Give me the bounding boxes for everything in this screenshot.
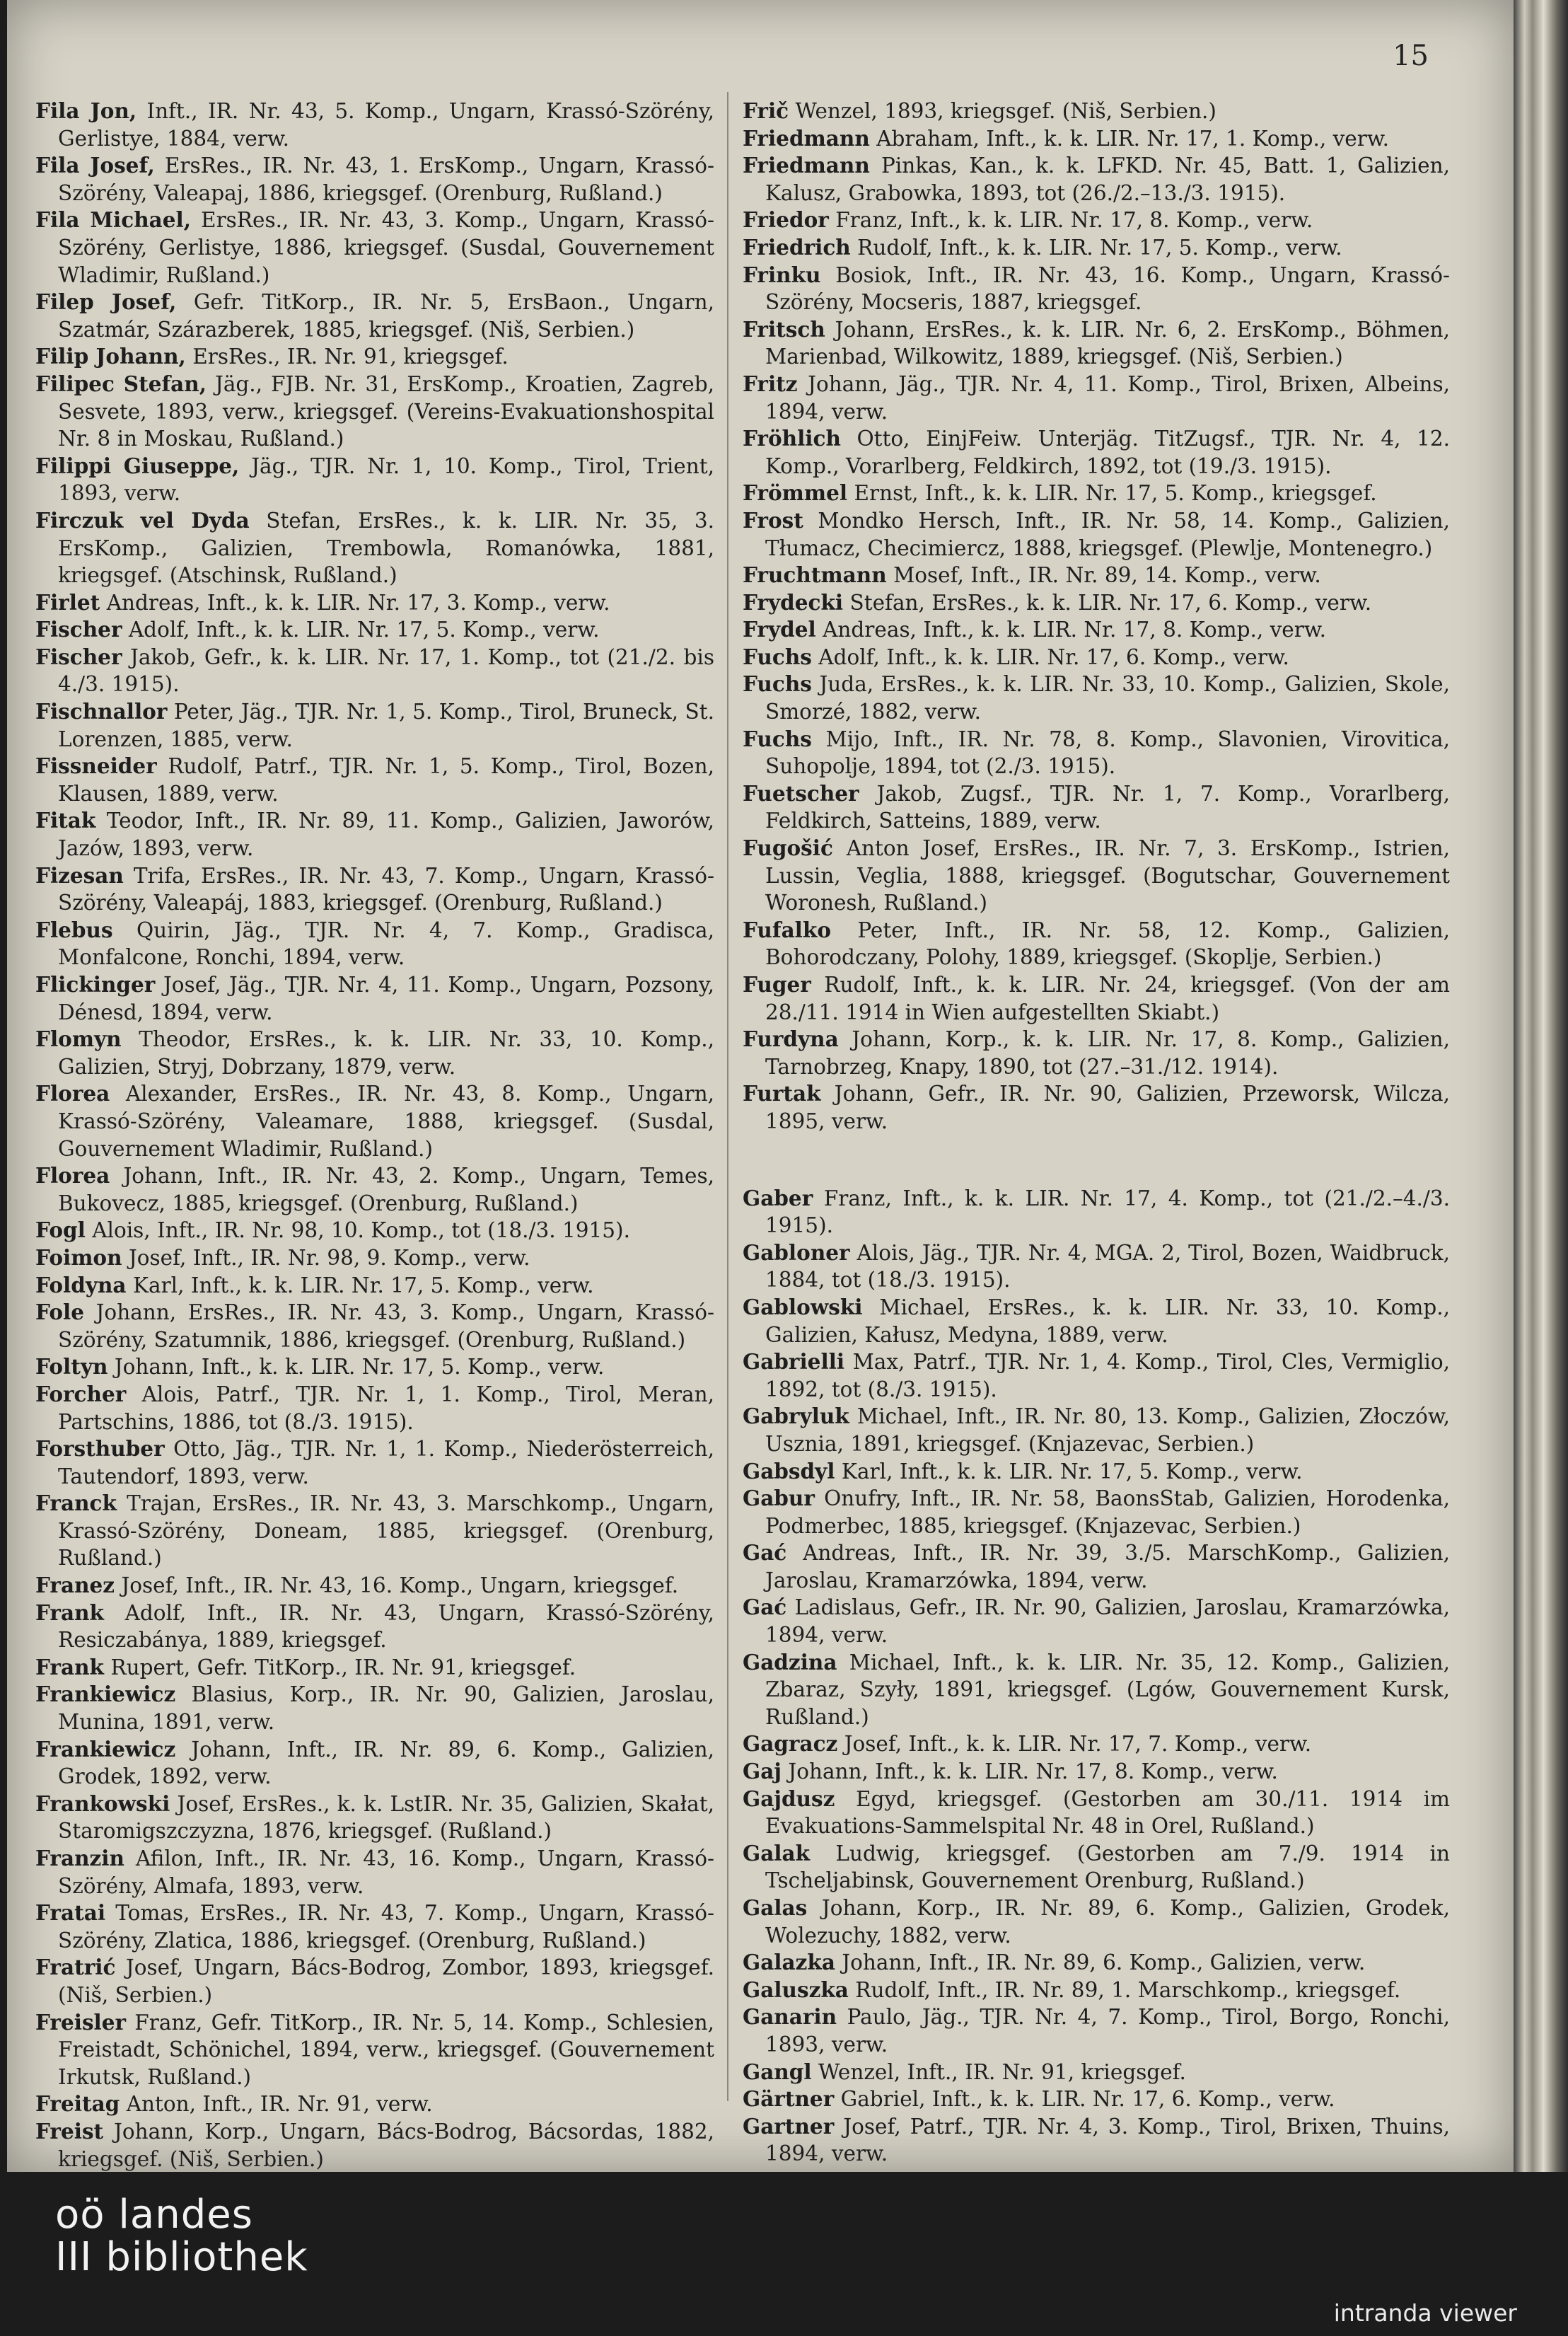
entry-details: Egyd, kriegsgef. (Gestorben am 30./11. 1914 im Evakuations-Sammelspital Nr. 48 in Orel, Rußland.) (765, 1786, 1450, 1839)
entry-surname: Galuszka (743, 1977, 849, 2002)
entry-surname: Friedrich (743, 234, 851, 260)
entry-surname: Gabryluk (743, 1404, 849, 1429)
list-entry (743, 316, 1450, 371)
list-entry (35, 1272, 714, 1300)
list-entry (743, 562, 1450, 589)
entry-details: ErsRes., IR. Nr. 43, 3. Komp., Ungarn, Krassó-Szörény, Gerlistye, 1886, kriegsgef. (Susdal, Gouvernement Wladimir, Rußland.) (58, 208, 714, 287)
list-entry (743, 1080, 1450, 1135)
entry-surname: Galak (743, 1840, 811, 1866)
entry-surname: Frydecki (743, 589, 844, 615)
entry-details: Gefr. TitKorp., IR. Nr. 5, ErsBaon., Ungarn, Szatmár, Szárazberek, 1885, kriegsgef. (Niš, Serbien.) (58, 290, 714, 342)
entry-details: Johann, Inft., k. k. LIR. Nr. 17, 5. Komp., verw. (114, 1355, 605, 1380)
entry-details: Stefan, ErsRes., k. k. LIR. Nr. 17, 6. Komp., verw. (849, 590, 1372, 615)
entry-surname: Furtak (743, 1081, 821, 1106)
entry-details: Mijo, Inft., IR. Nr. 78, 8. Komp., Slavonien, Virovitica, Suhopolje, 1894, tot (2./3. 1915). (765, 727, 1450, 779)
list-entry (743, 589, 1450, 617)
entry-surname: Gaber (743, 1185, 813, 1210)
entry-surname: Franez (35, 1573, 115, 1598)
entry-surname: Fratrić (35, 1955, 116, 1980)
list-entry (35, 807, 714, 862)
entry-details: Rudolf, Inft., IR. Nr. 89, 1. Marschkomp., kriegsgef. (855, 1977, 1401, 2002)
entry-details: Trifa, ErsRes., IR. Nr. 43, 7. Komp., Ungarn, Krassó-Szörény, Valeapáj, 1883, kriegsgef. (Orenburg, Rußland.) (58, 863, 714, 915)
library-logo-line1: oö landes (55, 2192, 253, 2238)
entry-details: Andreas, Inft., IR. Nr. 39, 3./5. MarschKomp., Galizien, Jaroslau, Kramarzówka, 1894, verw. (765, 1541, 1450, 1592)
list-entry (35, 453, 714, 507)
entry-details: Karl, Inft., k. k. LIR. Nr. 17, 5. Komp., verw. (841, 1459, 1303, 1484)
entry-surname: Fratai (35, 1900, 106, 1926)
entry-details: Johann, Inft., k. k. LIR. Nr. 17, 8. Komp., verw. (788, 1759, 1278, 1784)
entry-details: Karl, Inft., k. k. LIR. Nr. 17, 5. Komp., verw. (132, 1273, 594, 1297)
entry-details: Rupert, Gefr. TitKorp., IR. Nr. 91, kriegsgef. (110, 1655, 576, 1679)
entry-details: Otto, EinjFeiw. Unterjäg. TitZugsf., TJR. Nr. 4, 12. Komp., Vorarlberg, Feldkirch, 1892, tot (19./3. 1915). (765, 427, 1450, 478)
entry-details: Josef, Inft., IR. Nr. 98, 9. Komp., verw. (128, 1245, 530, 1270)
entry-surname: Gadzina (743, 1649, 837, 1675)
entry-details: Michael, ErsRes., k. k. LIR. Nr. 33, 10. Komp., Galizien, Kałusz, Medyna, 1889, verw. (765, 1295, 1450, 1347)
list-entry (743, 971, 1450, 1026)
list-entry (35, 207, 714, 289)
entry-details: Franz, Inft., k. k. LIR. Nr. 17, 8. Komp., verw. (835, 208, 1313, 233)
list-entry (35, 862, 714, 917)
entry-surname: Frič (743, 98, 789, 123)
entry-surname: Florea (35, 1163, 110, 1189)
entry-details: Rudolf, Patrf., TJR. Nr. 1, 5. Komp., Tirol, Bozen, Klausen, 1889, verw. (58, 754, 714, 806)
entry-surname: Flomyn (35, 1027, 122, 1052)
entry-details: Franz, Inft., k. k. LIR. Nr. 17, 4. Komp., tot (21./2.–4./3. 1915). (765, 1186, 1450, 1238)
entry-details: ErsRes., IR. Nr. 91, kriegsgef. (192, 345, 509, 369)
entry-details: Johann, Gefr., IR. Nr. 90, Galizien, Przeworsk, Wilcza, 1895, verw. (765, 1082, 1450, 1133)
entry-surname: Ganarin (743, 2004, 837, 2030)
entry-surname: Fila Josef, (35, 153, 155, 178)
entry-details: Alois, Patrf., TJR. Nr. 1, 1. Komp., Tirol, Meran, Partschins, 1886, tot (8./3. 1915). (58, 1382, 714, 1434)
entry-details: Quirin, Jäg., TJR. Nr. 4, 7. Komp., Gradisca, Monfalcone, Ronchi, 1894, verw. (58, 918, 714, 970)
entry-surname: Furdyna (743, 1027, 839, 1052)
entry-surname: Gabsdyl (743, 1458, 835, 1484)
entry-surname: Fischer (35, 617, 122, 642)
entry-surname: Forsthuber (35, 1436, 165, 1462)
list-entry (35, 1600, 714, 1654)
entry-surname: Franzin (35, 1846, 124, 1870)
list-entry (743, 1185, 1450, 1239)
entry-details: Josef, Jäg., TJR. Nr. 4, 11. Komp., Ungarn, Pozsony, Dénesd, 1894, verw. (58, 973, 714, 1024)
list-entry (743, 2003, 1450, 2058)
entry-surname: Filep Josef, (35, 289, 177, 315)
list-entry (743, 1649, 1450, 1731)
entry-surname: Gangl (743, 2059, 812, 2084)
list-entry (35, 1490, 714, 1572)
list-entry (35, 1299, 714, 1353)
entry-details: Inft., IR. Nr. 43, 5. Komp., Ungarn, Krassó-Szörény, Gerlistye, 1884, verw. (58, 99, 714, 151)
entry-details: Wenzel, Inft., IR. Nr. 91, kriegsgef. (818, 2059, 1186, 2084)
list-entry (35, 1162, 714, 1217)
entry-details: Wenzel, 1893, kriegsgef. (Niš, Serbien.) (795, 99, 1216, 123)
list-entry (743, 1840, 1450, 1895)
list-entry (743, 1026, 1450, 1080)
entry-details: Mosef, Inft., IR. Nr. 89, 14. Komp., verw. (893, 563, 1321, 588)
entry-details: Franz, Gefr. TitKorp., IR. Nr. 5, 14. Komp., Schlesien, Freistadt, Schönichel, 1894, verw., kriegsgef. (Gouvernement Irkutsk, Rußland.) (58, 2010, 714, 2089)
entry-surname: Gajdusz (743, 1786, 835, 1811)
entry-details: Ludwig, kriegsgef. (Gestorben am 7./9. 1914 in Tscheljabinsk, Gouvernement Orenburg, Rußland.) (765, 1841, 1450, 1893)
entry-details: Johann, Korp., Ungarn, Bács-Bodrog, Bácsordas, 1882, kriegsgef. (Niš, Serbien.) (58, 2119, 714, 2171)
list-entry (35, 1900, 714, 1954)
entry-details: Andreas, Inft., k. k. LIR. Nr. 17, 3. Komp., verw. (106, 590, 610, 615)
list-entry (743, 671, 1450, 725)
entry-surname: Fischer (35, 644, 122, 669)
entry-details: Afilon, Inft., IR. Nr. 43, 16. Komp., Ungarn, Krassó-Szörény, Almafa, 1893, verw. (58, 1846, 714, 1898)
entry-surname: Fila Michael, (35, 207, 192, 233)
entry-details: Adolf, Inft., k. k. LIR. Nr. 17, 5. Komp., verw. (128, 618, 600, 642)
entry-details: Mondko Hersch, Inft., IR. Nr. 58, 14. Komp., Galizien, Tłumacz, Checimiercz, 1888, kriegsgef. (Plewlje, Montenegro.) (765, 508, 1450, 560)
list-entry (35, 2009, 714, 2091)
entry-details: Alexander, ErsRes., IR. Nr. 43, 8. Komp., Ungarn, Krassó-Szörény, Valeamare, 1888, kriegsgef. (Susdal, Gouvernement Wladimir, Rußland.) (58, 1082, 714, 1161)
entry-details: Rudolf, Inft., k. k. LIR. Nr. 17, 5. Komp., verw. (857, 235, 1342, 260)
list-entry (35, 2118, 714, 2172)
list-entry (743, 2113, 1450, 2168)
list-entry (743, 1458, 1450, 1486)
entry-surname: Friedmann (743, 125, 870, 151)
entry-details: Tomas, ErsRes., IR. Nr. 43, 7. Komp., Ungarn, Krassó-Szörény, Zlatica, 1886, kriegsgef. (Orenburg, Rußland.) (58, 1901, 714, 1953)
list-entry (35, 753, 714, 807)
entry-details: Rudolf, Inft., k. k. LIR. Nr. 24, kriegsgef. (Von der am 28./11. 1914 in Wien aufgestellten Skiabt.) (765, 973, 1450, 1024)
entry-details: Trajan, ErsRes., IR. Nr. 43, 3. Marschkomp., Ungarn, Krassó-Szörény, Doneam, 1885, kriegsgef. (Orenburg, Rußland.) (58, 1491, 714, 1571)
list-entry (35, 1381, 714, 1435)
list-entry (743, 425, 1450, 480)
entry-surname: Gać (743, 1540, 787, 1566)
entry-surname: Gartner (743, 2113, 835, 2139)
entry-details: Adolf, Inft., IR. Nr. 43, Ungarn, Krassó-Szörény, Resiczabánya, 1889, kriegsgef. (58, 1600, 714, 1653)
entry-details: Johann, Inft., IR. Nr. 89, 6. Komp., Galizien, verw. (842, 1950, 1366, 1975)
entry-surname: Gablowski (743, 1294, 863, 1319)
entry-surname: Gać (743, 1595, 787, 1620)
list-entry (743, 1239, 1450, 1294)
entry-details: Johann, Korp., IR. Nr. 89, 6. Komp., Galizien, Grodek, Wolezuchy, 1882, verw. (765, 1896, 1450, 1948)
list-entry (743, 1949, 1450, 1977)
entry-details: Andreas, Inft., k. k. LIR. Nr. 17, 8. Komp., verw. (823, 618, 1326, 642)
list-entry (743, 2059, 1450, 2086)
list-entry (743, 917, 1450, 971)
list-entry (743, 371, 1450, 425)
entry-details: Johann, Inft., IR. Nr. 89, 6. Komp., Galizien, Grodek, 1892, verw. (58, 1737, 714, 1789)
entry-details: Josef, Inft., IR. Nr. 43, 16. Komp., Ungarn, kriegsgef. (121, 1573, 679, 1598)
entry-surname: Flebus (35, 917, 113, 942)
list-entry (35, 644, 714, 698)
entry-surname: Florea (35, 1081, 110, 1106)
entry-details: Anton Josef, ErsRes., IR. Nr. 7, 3. ErsKomp., Istrien, Lussin, Veglia, 1888, kriegsgef. (Bogutschar, Gouvernement Woronesh, Rußland.) (765, 836, 1450, 915)
list-entry (35, 616, 714, 644)
entry-surname: Fitak (35, 808, 96, 833)
entry-surname: Filip Johann, (35, 344, 186, 369)
entry-details: Alois, Jäg., TJR. Nr. 4, MGA. 2, Tirol, Bozen, Waidbruck, 1884, tot (18./3. 1915). (765, 1240, 1450, 1293)
entry-details: Johann, Jäg., TJR. Nr. 4, 11. Komp., Tirol, Brixen, Albeins, 1894, verw. (765, 371, 1450, 424)
entry-surname: Galazka (743, 1950, 835, 1975)
library-logo-line2: III bibliothek (55, 2234, 308, 2280)
list-entry (743, 1758, 1450, 1786)
list-entry (35, 698, 714, 753)
list-entry (743, 726, 1450, 780)
left-column (35, 98, 714, 2172)
list-entry (35, 1217, 714, 1244)
entry-details: Max, Patrf., TJR. Nr. 1, 4. Komp., Tirol, Cles, Vermiglio, 1892, tot (8./3. 1915). (765, 1350, 1450, 1401)
list-entry (743, 1977, 1450, 2004)
list-entry (35, 507, 714, 589)
list-entry (743, 1348, 1450, 1403)
column-divider (727, 92, 728, 2101)
list-entry (35, 1954, 714, 2008)
entry-details: Johann, Korp., k. k. LIR. Nr. 17, 8. Komp., Galizien, Tarnobrzeg, Knapy, 1890, tot (27.–31./12. 1914). (765, 1027, 1450, 1079)
entry-details: Josef, Inft., k. k. LIR. Nr. 17, 7. Komp., verw. (844, 1732, 1312, 1757)
list-entry (743, 152, 1450, 207)
list-entry (743, 2086, 1450, 2113)
list-entry (35, 1572, 714, 1600)
list-entry (35, 2091, 714, 2118)
entry-surname: Frank (35, 1600, 104, 1625)
list-entry (35, 1791, 714, 1845)
list-entry (35, 1681, 714, 1735)
book-edge (1514, 0, 1568, 2172)
entry-details: Stefan, ErsRes., k. k. LIR. Nr. 35, 3. ErsKomp., Galizien, Trembowla, Romanówka, 1881, kriegsgef. (Atschinsk, Rußland.) (58, 508, 714, 588)
list-entry (35, 1244, 714, 1272)
list-entry (743, 1403, 1450, 1457)
entry-surname: Freisler (35, 2009, 127, 2035)
list-entry (35, 589, 714, 617)
entry-details: Jakob, Gefr., k. k. LIR. Nr. 17, 1. Komp., tot (21./2. bis 4./3. 1915). (58, 644, 714, 697)
entry-details: Theodor, ErsRes., k. k. LIR. Nr. 33, 10. Komp., Galizien, Stryj, Dobrzany, 1879, verw. (58, 1027, 714, 1079)
entry-surname: Fizesan (35, 862, 124, 888)
entry-details: Teodor, Inft., IR. Nr. 89, 11. Komp., Galizien, Jaworów, Jazów, 1893, verw. (58, 809, 714, 861)
entry-details: Pinkas, Kan., k. k. LFKD. Nr. 45, Batt. 1, Galizien, Kalusz, Grabowka, 1893, tot (26./2.–13./3. 1915). (765, 154, 1450, 205)
entry-details: Bosiok, Inft., IR. Nr. 43, 16. Komp., Ungarn, Krassó-Szörény, Mocseris, 1887, kriegsgef. (765, 262, 1450, 315)
document-page (7, 0, 1514, 2172)
list-entry (35, 1026, 714, 1080)
entry-surname: Frankiewicz (35, 1736, 176, 1762)
entry-surname: Frömmel (743, 480, 848, 506)
right-column (743, 98, 1450, 2168)
entry-surname: Fuchs (743, 726, 812, 751)
list-entry (35, 1080, 714, 1162)
entry-surname: Fogl (35, 1218, 86, 1243)
entry-details: Onufry, Inft., IR. Nr. 58, BaonsStab, Galizien, Horodenka, Podmerbec, 1885, kriegsgef. (Knjazevac, Serbien.) (765, 1486, 1450, 1538)
entry-surname: Frost (743, 507, 803, 533)
entry-surname: Firlet (35, 589, 100, 615)
list-entry (35, 1736, 714, 1791)
list-entry (743, 780, 1450, 835)
list-entry (35, 1435, 714, 1490)
list-entry (743, 207, 1450, 234)
entry-surname: Forcher (35, 1381, 127, 1406)
list-entry (743, 1294, 1450, 1348)
list-entry (35, 1353, 714, 1381)
entry-details: Jäg., FJB. Nr. 31, ErsKomp., Kroatien, Zagreb, Sesvete, 1893, verw., kriegsgef. (Vereins-Evakuationshospital Nr. 8 in Moskau, Rußland.) (58, 371, 714, 451)
list-entry (743, 262, 1450, 316)
list-entry (743, 480, 1450, 507)
page-number: 15 (1393, 40, 1429, 72)
entry-details: Peter, Inft., IR. Nr. 58, 12. Komp., Galizien, Bohorodczany, Polohy, 1889, kriegsgef. (Skoplje, Serbien.) (765, 918, 1450, 970)
entry-surname: Gaj (743, 1759, 782, 1784)
entry-surname: Fufalko (743, 917, 832, 942)
entry-details: ErsRes., IR. Nr. 43, 1. ErsKomp., Ungarn, Krassó-Szörény, Valeapaj, 1886, kriegsgef. (Orenburg, Rußland.) (58, 154, 714, 205)
entry-details: Josef, Ungarn, Bács-Bodrog, Zombor, 1893, kriegsgef. (Niš, Serbien.) (58, 1955, 714, 2007)
list-entry (743, 1594, 1450, 1648)
list-entry (743, 234, 1450, 262)
entry-details: Johann, ErsRes., IR. Nr. 43, 3. Komp., Ungarn, Krassó-Szörény, Szatumnik, 1886, kriegsgef. (Orenburg, Rußland.) (58, 1300, 714, 1352)
entry-surname: Fröhlich (743, 426, 841, 451)
entry-details: Johann, ErsRes., k. k. LIR. Nr. 6, 2. ErsKomp., Böhmen, Marienbad, Wilkowitz, 1889, kriegsgef. (Niš, Serbien.) (765, 317, 1450, 369)
entry-surname: Fole (35, 1300, 84, 1325)
entry-surname: Fruchtmann (743, 562, 887, 588)
list-entry (743, 1730, 1450, 1758)
list-entry (35, 289, 714, 343)
entry-details: Jakob, Zugsf., TJR. Nr. 1, 7. Komp., Vorarlberg, Feldkirch, Satteins, 1889, verw. (765, 781, 1450, 833)
entry-details: Michael, Inft., IR. Nr. 80, 13. Komp., Galizien, Złoczów, Usznia, 1891, kriegsgef. (Knjazevac, Serbien.) (765, 1404, 1450, 1456)
entry-surname: Fritsch (743, 316, 825, 342)
list-entry (743, 644, 1450, 671)
viewer-label: intranda viewer (1333, 2299, 1517, 2327)
list-entry (35, 971, 714, 1026)
list-entry (743, 835, 1450, 917)
entry-details: Gabriel, Inft., k. k. LIR. Nr. 17, 6. Komp., verw. (840, 2087, 1335, 2112)
entry-details: Juda, ErsRes., k. k. LIR. Nr. 33, 10. Komp., Galizien, Skole, Smorzé, 1882, verw. (765, 672, 1450, 724)
entry-details: Jäg., TJR. Nr. 1, 10. Komp., Tirol, Trient, 1893, verw. (58, 453, 714, 506)
entry-details: Otto, Jäg., TJR. Nr. 1, 1. Komp., Niederösterreich, Tautendorf, 1893, verw. (58, 1437, 714, 1488)
entry-surname: Fuchs (743, 671, 812, 697)
entry-details: Josef, Patrf., TJR. Nr. 4, 3. Komp., Tirol, Brixen, Thuins, 1894, verw. (765, 2114, 1450, 2166)
entry-surname: Gabloner (743, 1239, 850, 1265)
list-entry (35, 98, 714, 152)
entry-surname: Filipec Stefan, (35, 371, 207, 396)
section-gap (743, 1135, 1450, 1185)
entry-surname: Foldyna (35, 1272, 127, 1297)
entry-surname: Freitag (35, 2091, 120, 2117)
entry-surname: Frankowski (35, 1791, 170, 1816)
entry-surname: Fritz (743, 371, 798, 396)
entry-details: Johann, Inft., IR. Nr. 43, 2. Komp., Ungarn, Temes, Bukovecz, 1885, kriegsgef. (Orenburg, Rußland.) (58, 1164, 714, 1215)
entry-details: Abraham, Inft., k. k. LIR. Nr. 17, 1. Komp., verw. (876, 126, 1389, 151)
entry-surname: Firczuk vel Dyda (35, 507, 250, 533)
entry-surname: Fischnallor (35, 699, 168, 724)
list-entry (743, 1485, 1450, 1539)
entry-surname: Gagracz (743, 1731, 838, 1757)
entry-details: Michael, Inft., k. k. LIR. Nr. 35, 12. Komp., Galizien, Zbaraz, Szyły, 1891, kriegsgef. (Lgów, Gouvernement Kursk, Rußland.) (765, 1650, 1450, 1729)
entry-surname: Fuger (743, 972, 811, 997)
list-entry (743, 1539, 1450, 1594)
entry-surname: Fila Jon, (35, 98, 137, 123)
entry-surname: Frinku (743, 262, 821, 287)
entry-surname: Foltyn (35, 1354, 108, 1380)
list-entry (743, 125, 1450, 153)
list-entry (35, 371, 714, 453)
entry-surname: Gabrielli (743, 1349, 845, 1375)
entry-surname: Foimon (35, 1244, 122, 1270)
entry-surname: Frydel (743, 617, 816, 642)
entry-surname: Flickinger (35, 972, 156, 997)
entry-surname: Fissneider (35, 753, 157, 779)
list-entry (743, 1786, 1450, 1840)
entry-surname: Gabur (743, 1486, 815, 1511)
entry-surname: Fuetscher (743, 780, 859, 806)
list-entry (35, 152, 714, 207)
entry-details: Anton, Inft., IR. Nr. 91, verw. (126, 2092, 433, 2117)
entry-surname: Friedmann (743, 153, 870, 178)
entry-surname: Frankiewicz (35, 1682, 176, 1707)
list-entry (35, 343, 714, 371)
entry-surname: Freist (35, 2118, 104, 2144)
entry-surname: Gärtner (743, 2086, 835, 2112)
list-entry (743, 616, 1450, 644)
entry-surname: Galas (743, 1895, 808, 1920)
list-entry (743, 1895, 1450, 1949)
entry-details: Blasius, Korp., IR. Nr. 90, Galizien, Jaroslau, Munina, 1891, verw. (58, 1682, 714, 1735)
entry-surname: Fugošić (743, 835, 833, 861)
list-entry (35, 1845, 714, 1900)
list-entry (35, 1654, 714, 1682)
entry-details: Ladislaus, Gefr., IR. Nr. 90, Galizien, Jaroslau, Kramarzówka, 1894, verw. (765, 1595, 1450, 1648)
entry-surname: Filippi Giuseppe, (35, 453, 240, 478)
entry-surname: Fuchs (743, 644, 812, 669)
list-entry (743, 98, 1450, 125)
entry-details: Paulo, Jäg., TJR. Nr. 4, 7. Komp., Tirol, Borgo, Ronchi, 1893, verw. (765, 2005, 1450, 2057)
entry-surname: Franck (35, 1491, 117, 1516)
entry-surname: Frank (35, 1654, 104, 1679)
entry-details: Ernst, Inft., k. k. LIR. Nr. 17, 5. Komp., kriegsgef. (854, 481, 1377, 506)
list-entry (35, 917, 714, 971)
list-entry (743, 507, 1450, 562)
entry-details: Peter, Jäg., TJR. Nr. 1, 5. Komp., Tirol, Bruneck, St. Lorenzen, 1885, verw. (58, 700, 714, 751)
entry-details: Adolf, Inft., k. k. LIR. Nr. 17, 6. Komp., verw. (818, 644, 1289, 669)
entry-surname: Friedor (743, 207, 829, 233)
entry-details: Alois, Inft., IR. Nr. 98, 10. Komp., tot (18./3. 1915). (92, 1218, 630, 1243)
entry-details: Josef, ErsRes., k. k. LstIR. Nr. 35, Galizien, Skałat, Staromigszczyzna, 1876, kriegsgef. (Rußland.) (58, 1791, 714, 1844)
